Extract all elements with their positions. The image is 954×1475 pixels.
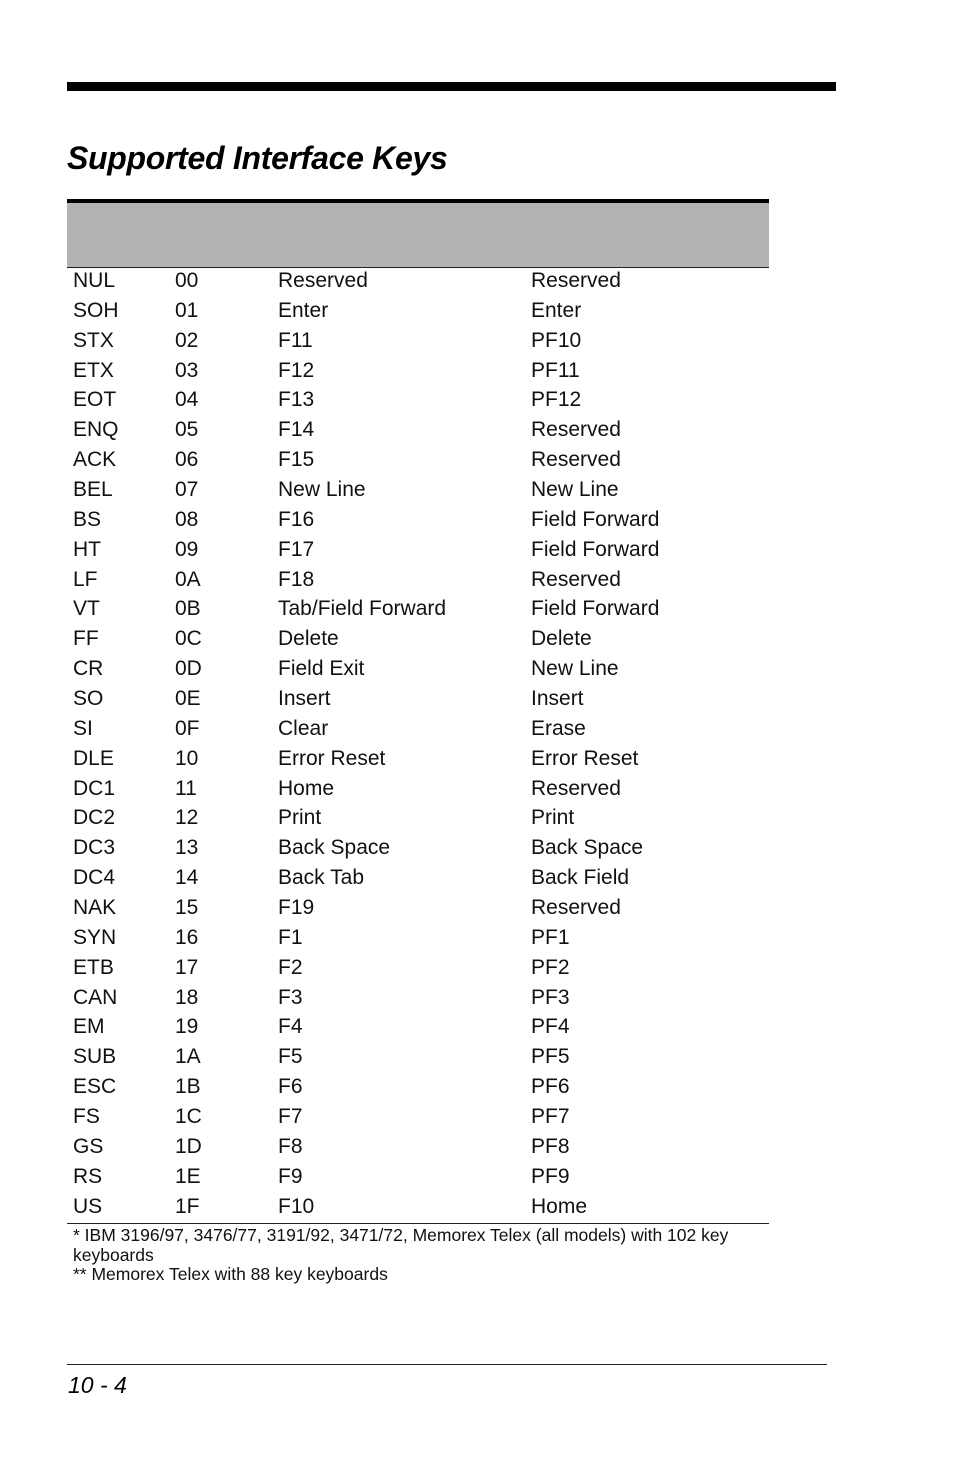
top-rule bbox=[67, 82, 836, 91]
table-cell: SUB bbox=[73, 1045, 117, 1069]
table-cell: Reserved bbox=[531, 269, 621, 292]
table-cell: 11 bbox=[175, 776, 197, 800]
bottom-rule bbox=[67, 1364, 827, 1365]
table-cell: SOH bbox=[73, 298, 119, 322]
table-cell: PF8 bbox=[531, 1134, 570, 1158]
table-cell: 02 bbox=[175, 328, 199, 352]
table-cell: BS bbox=[73, 507, 102, 531]
footnote-1: * IBM 3196/97, 3476/77, 3191/92, 3471/72, Memorex Telex (all models) with 102 key keyboards bbox=[73, 1225, 729, 1265]
table-cell: F1 bbox=[278, 925, 303, 949]
table-row bbox=[67, 1192, 769, 1222]
table-cell: 06 bbox=[175, 448, 199, 472]
table-cell: 13 bbox=[175, 836, 199, 860]
table-row bbox=[67, 983, 769, 1013]
table-cell: F5 bbox=[278, 1045, 303, 1069]
table-cell: 05 bbox=[175, 418, 199, 442]
table-cell: 1C bbox=[175, 1105, 202, 1129]
table-cell: Field Forward bbox=[531, 507, 660, 531]
table-cell: ETB bbox=[73, 955, 114, 979]
table-cell: F8 bbox=[278, 1134, 303, 1158]
table-row bbox=[67, 1042, 769, 1072]
table-cell: EOT bbox=[73, 388, 117, 412]
table-cell: Reserved bbox=[531, 448, 621, 472]
table-cell: FF bbox=[73, 627, 99, 651]
table-cell: Home bbox=[278, 776, 335, 800]
table-cell: Clear bbox=[278, 716, 329, 740]
table-cell: FS bbox=[73, 1105, 100, 1129]
table-cell: Tab/Field Forward bbox=[278, 597, 447, 621]
table-cell: 07 bbox=[175, 478, 199, 502]
table-cell: F14 bbox=[278, 418, 315, 442]
table-cell: Erase bbox=[531, 716, 586, 740]
table-cell: F11 bbox=[278, 328, 313, 352]
table-cell: 1D bbox=[175, 1134, 202, 1158]
table-cell: Reserved bbox=[278, 269, 368, 292]
table-cell: 10 bbox=[175, 746, 199, 770]
table-header bbox=[67, 203, 769, 267]
table-cell: Back Space bbox=[531, 836, 644, 860]
table-cell: PF7 bbox=[531, 1105, 570, 1129]
table-row bbox=[67, 1072, 769, 1102]
table-row bbox=[67, 953, 769, 983]
table-cell: Error Reset bbox=[531, 746, 639, 770]
table-cell: Error Reset bbox=[278, 746, 386, 770]
table-cell: F12 bbox=[278, 358, 315, 382]
table-cell: DLE bbox=[73, 746, 114, 770]
table-cell: 0A bbox=[175, 567, 201, 591]
table-row bbox=[67, 415, 769, 445]
table-cell: PF6 bbox=[531, 1075, 570, 1099]
table-cell: Enter bbox=[278, 298, 329, 322]
table-cell: CR bbox=[73, 657, 104, 681]
table-cell: PF12 bbox=[531, 388, 582, 412]
table-cell: New Line bbox=[531, 478, 619, 502]
table-cell: CAN bbox=[73, 985, 118, 1009]
table-row bbox=[67, 923, 769, 953]
table-cell: 04 bbox=[175, 388, 199, 412]
table-cell: Field Forward bbox=[531, 537, 660, 561]
table-row bbox=[67, 385, 769, 415]
table-row bbox=[67, 714, 769, 744]
table-cell: 0B bbox=[175, 597, 201, 621]
table-cell: F15 bbox=[278, 448, 315, 472]
table-cell: Home bbox=[531, 1194, 588, 1218]
table-row bbox=[67, 803, 769, 833]
table-cell: Back Tab bbox=[278, 866, 364, 890]
table-cell: 01 bbox=[175, 298, 199, 322]
table-row bbox=[67, 1012, 769, 1042]
table-cell: DC1 bbox=[73, 776, 116, 800]
table-cell: NAK bbox=[73, 896, 117, 920]
table-cell: 1E bbox=[175, 1164, 201, 1188]
table-cell: PF11 bbox=[531, 358, 580, 382]
table-cell: PF1 bbox=[531, 925, 570, 949]
table-cell: STX bbox=[73, 328, 114, 352]
table-cell: F9 bbox=[278, 1164, 303, 1188]
table-cell: LF bbox=[73, 567, 98, 591]
table-row bbox=[67, 445, 769, 475]
table-row bbox=[67, 475, 769, 505]
table-cell: Reserved bbox=[531, 418, 621, 442]
footnote-2: ** Memorex Telex with 88 key keyboards bbox=[73, 1264, 388, 1284]
table-row bbox=[67, 654, 769, 684]
table-cell: PF4 bbox=[531, 1015, 570, 1039]
table-row bbox=[67, 535, 769, 565]
table-bottom-rule bbox=[67, 1223, 769, 1224]
table-row bbox=[67, 296, 769, 326]
table-cell: New Line bbox=[531, 657, 619, 681]
table-cell: 08 bbox=[175, 507, 199, 531]
table-cell: 0D bbox=[175, 657, 202, 681]
table-cell: F2 bbox=[278, 955, 303, 979]
table-cell: 0C bbox=[175, 627, 202, 651]
table-row bbox=[67, 774, 769, 804]
table-cell: 00 bbox=[175, 269, 199, 292]
table-row bbox=[67, 833, 769, 863]
table-cell: DC2 bbox=[73, 806, 116, 830]
table-cell: Insert bbox=[278, 687, 331, 711]
table-cell: F6 bbox=[278, 1075, 303, 1099]
table-cell: 15 bbox=[175, 896, 199, 920]
table-cell: RS bbox=[73, 1164, 103, 1188]
table-cell: Field Forward bbox=[531, 597, 660, 621]
table-cell: Reserved bbox=[531, 896, 621, 920]
table-cell: F10 bbox=[278, 1194, 315, 1218]
table-cell: ENQ bbox=[73, 418, 119, 442]
table-cell: Field Exit bbox=[278, 657, 365, 681]
table-cell: Reserved bbox=[531, 567, 621, 591]
table-cell: EM bbox=[73, 1015, 105, 1039]
table-cell: PF5 bbox=[531, 1045, 570, 1069]
table-cell: Print bbox=[278, 806, 322, 830]
table-cell: 17 bbox=[175, 955, 199, 979]
table-cell: PF10 bbox=[531, 328, 582, 352]
table-cell: 09 bbox=[175, 537, 199, 561]
table-row bbox=[67, 594, 769, 624]
table-cell: 0E bbox=[175, 687, 201, 711]
table-row bbox=[67, 684, 769, 714]
table-cell: 03 bbox=[175, 358, 199, 382]
table-cell: US bbox=[73, 1194, 103, 1218]
table-cell: Print bbox=[531, 806, 575, 830]
table-cell: F4 bbox=[278, 1015, 303, 1039]
table-cell: Back Field bbox=[531, 866, 630, 890]
table-cell: VT bbox=[73, 597, 100, 621]
table-row bbox=[67, 624, 769, 654]
table-row bbox=[67, 356, 769, 386]
page-title: Supported Interface Keys bbox=[67, 140, 448, 176]
table-cell: Delete bbox=[278, 627, 339, 651]
table-cell: SO bbox=[73, 687, 104, 711]
table-cell: 1F bbox=[175, 1194, 200, 1218]
table-cell: DC4 bbox=[73, 866, 116, 890]
key-table-body bbox=[67, 266, 769, 1222]
table-cell: F3 bbox=[278, 985, 303, 1009]
table-cell: BEL bbox=[73, 478, 113, 502]
table-cell: Delete bbox=[531, 627, 592, 651]
table-row bbox=[67, 1162, 769, 1192]
table-cell: 1B bbox=[175, 1075, 201, 1099]
table-row bbox=[67, 505, 769, 535]
table-cell: ESC bbox=[73, 1075, 117, 1099]
table-cell: PF2 bbox=[531, 955, 570, 979]
table-cell: 1A bbox=[175, 1045, 201, 1069]
table-cell: 0F bbox=[175, 716, 200, 740]
table-cell: F18 bbox=[278, 567, 315, 591]
table-row bbox=[67, 893, 769, 923]
table-cell: SYN bbox=[73, 925, 117, 949]
table-cell: SI bbox=[73, 716, 93, 740]
table-cell: F19 bbox=[278, 896, 315, 920]
table-cell: 14 bbox=[175, 866, 199, 890]
table-cell: Back Space bbox=[278, 836, 391, 860]
table-cell: 19 bbox=[175, 1015, 199, 1039]
table-row bbox=[67, 266, 769, 296]
table-row bbox=[67, 565, 769, 595]
table-cell: 16 bbox=[175, 925, 199, 949]
table-cell: Reserved bbox=[531, 776, 621, 800]
table-row bbox=[67, 863, 769, 893]
table-cell: Insert bbox=[531, 687, 584, 711]
table-cell: F17 bbox=[278, 537, 315, 561]
table-cell: New Line bbox=[278, 478, 366, 502]
table-cell: GS bbox=[73, 1134, 104, 1158]
table-cell: F7 bbox=[278, 1105, 303, 1129]
table-cell: DC3 bbox=[73, 836, 116, 860]
page-number: 10 - 4 bbox=[68, 1372, 127, 1398]
table-cell: 18 bbox=[175, 985, 199, 1009]
table-cell: NUL bbox=[73, 269, 116, 292]
table-cell: Enter bbox=[531, 298, 582, 322]
table-row bbox=[67, 1102, 769, 1132]
table-cell: F16 bbox=[278, 507, 315, 531]
footnotes bbox=[73, 1226, 769, 1285]
table-cell: 12 bbox=[175, 806, 199, 830]
table-cell: ETX bbox=[73, 358, 114, 382]
table-cell: PF9 bbox=[531, 1164, 570, 1188]
table-row bbox=[67, 744, 769, 774]
table-cell: F13 bbox=[278, 388, 315, 412]
table-row bbox=[67, 1132, 769, 1162]
table-cell: PF3 bbox=[531, 985, 570, 1009]
table-cell: HT bbox=[73, 537, 101, 561]
table-cell: ACK bbox=[73, 448, 117, 472]
table-row bbox=[67, 326, 769, 356]
